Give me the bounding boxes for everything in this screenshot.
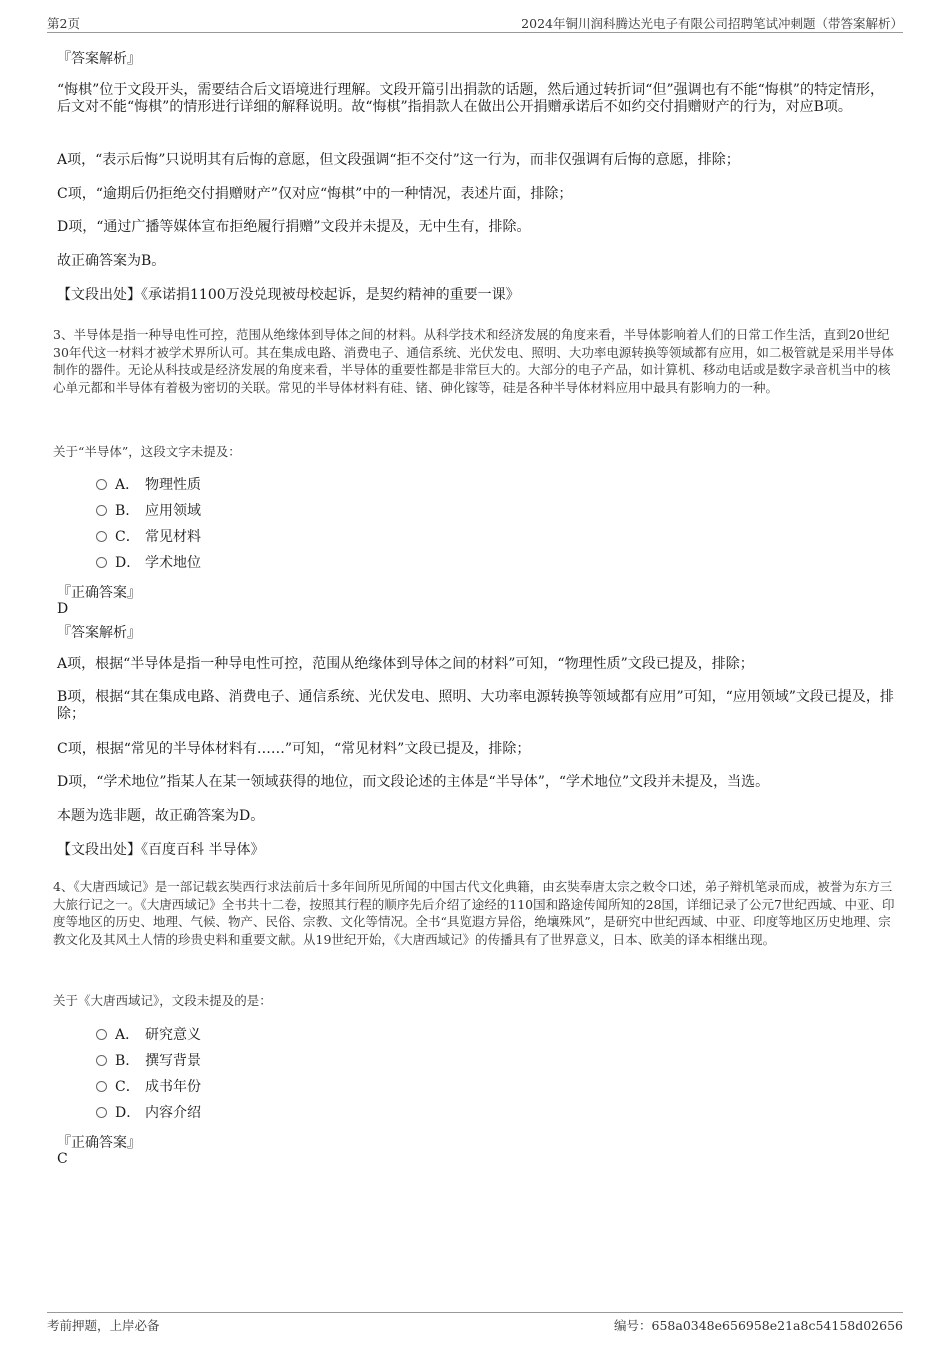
- option-b[interactable]: B. 撰写背景: [96, 1051, 201, 1071]
- option-a[interactable]: A． 物理性质: [96, 475, 201, 495]
- footer-slogan: 考前押题，上岸必备: [47, 1318, 160, 1333]
- option-d[interactable]: D． 学术地位: [96, 553, 201, 573]
- radio-button[interactable]: [96, 1055, 107, 1066]
- question-prompt: 关于《大唐西域记》，文段未提及的是：: [53, 993, 272, 1008]
- analysis-label: 『答案解析』: [57, 625, 141, 641]
- radio-button[interactable]: [96, 531, 107, 542]
- option-d[interactable]: D． 内容介绍: [96, 1103, 201, 1123]
- analysis-paragraph: A项，“表示后悔”只说明其有后悔的意愿，但文段强调“拒不交付”这一行为，而非仅强调有后悔的意愿，排除；: [57, 152, 740, 168]
- source-citation: 【文段出处】《百度百科 半导体》: [57, 842, 265, 858]
- radio-button[interactable]: [96, 479, 107, 490]
- analysis-conclusion: 本题为选非题，故正确答案为D。: [57, 808, 265, 824]
- analysis-paragraph: “悔棋”位于文段开头，需要结合后文语境进行理解。文段开篇引出捐款的话题，然后通过转折词“但”强调也有不能“悔棋”的特定情形，后文对不能“悔棋”的情形进行详细的解释说明。故“悔棋”指捐款人在做出公开捐赠承诺后不如约交付捐赠财产的行为，对应B项。: [57, 82, 884, 115]
- source-citation: 【文段出处】《承诺捐1100万没兑现被母校起诉，是契约精神的重要一课》: [57, 287, 520, 303]
- analysis-paragraph: A项，根据“半导体是指一种导电性可控，范围从绝缘体到导体之间的材料”可知，“物理性质”文段已提及，排除；: [57, 656, 754, 672]
- document-id: 编号：658a0348e656958e21a8c54158d02656: [614, 1318, 903, 1333]
- question-passage: 3、半导体是指一种导电性可控，范围从绝缘体到导体之间的材料。从科学技术和经济发展的角度来看，半导体影响着人们的日常工作生活，直到20世纪30年代这一材料才被学术界所认可。其在集成电路、消费电子、通信系统、光伏发电、照明、大功率电源转换等领域都有应用，如二极管就是采用半导体制作的器件。无论从科技或是经济发展的角度来看，半导体的重要性都是非常巨大的。大部分的电子产品，如计算机、移动电话或是数字录音机当中的核心单元都和半导体有着极为密切的关联。常见的半导体材料有硅、锗、砷化镓等，硅是各种半导体材料应用中最具有影响力的一种。: [53, 327, 894, 395]
- page-number: 第2页: [47, 16, 80, 31]
- radio-button[interactable]: [96, 505, 107, 516]
- option-c[interactable]: C． 常见材料: [96, 527, 201, 547]
- analysis-paragraph: C项，“逾期后仍拒绝交付捐赠财产”仅对应“悔棋”中的一种情况，表述片面，排除；: [57, 186, 573, 202]
- analysis-conclusion: 故正确答案为B。: [57, 253, 166, 269]
- analysis-paragraph: D项，“通过广播等媒体宣布拒绝履行捐赠”文段并未提及，无中生有，排除。: [57, 219, 531, 235]
- analysis-paragraph: C项，根据“常见的半导体材料有……”可知，“常见材料”文段已提及，排除；: [57, 741, 531, 757]
- radio-button[interactable]: [96, 1107, 107, 1118]
- correct-answer: D: [57, 601, 69, 617]
- radio-button[interactable]: [96, 1029, 107, 1040]
- page-header: [47, 14, 903, 33]
- page-footer: [47, 1312, 903, 1333]
- option-c[interactable]: C． 成书年份: [96, 1077, 201, 1097]
- analysis-label: 『答案解析』: [57, 51, 141, 67]
- correct-answer-label: 『正确答案』: [57, 585, 141, 601]
- option-b[interactable]: B. 应用领域: [96, 501, 201, 521]
- correct-answer-label: 『正确答案』: [57, 1135, 141, 1151]
- option-a[interactable]: A． 研究意义: [96, 1025, 201, 1045]
- radio-button[interactable]: [96, 557, 107, 568]
- question-prompt: 关于“半导体”，这段文字未提及：: [53, 444, 241, 459]
- document-title: 2024年铜川润科腾达光电子有限公司招聘笔试冲刺题（带答案解析）: [521, 16, 903, 31]
- analysis-paragraph: B项，根据“其在集成电路、消费电子、通信系统、光伏发电、照明、大功率电源转换等领域都有应用”可知，“应用领域”文段已提及，排除；: [57, 689, 894, 722]
- analysis-paragraph: D项，“学术地位”指某人在某一领域获得的地位，而文段论述的主体是“半导体”，“学术地位”文段并未提及，当选。: [57, 774, 770, 790]
- correct-answer: C: [57, 1151, 68, 1167]
- question-passage: 4、《大唐西域记》是一部记载玄奘西行求法前后十多年间所见所闻的中国古代文化典籍，由玄奘奉唐太宗之敕令口述，弟子辩机笔录而成，被誉为东方三大旅行记之一。《大唐西域记》全书共十二卷，按照其行程的顺序先后介绍了途经的110国和路途传闻所知的28国，详细记录了公元7世纪西域、中亚、印度等地区的历史、地理、气候、物产、民俗、宗教、文化等情况。全书“具览遐方异俗，绝壤殊风”，是研究中世纪西域、中亚、印度等地区历史地理、宗教文化及其风土人情的珍贵史料和重要文献。从19世纪开始，《大唐西域记》的传播具有了世界意义，日本、欧美的译本相继出现。: [53, 879, 895, 947]
- radio-button[interactable]: [96, 1081, 107, 1092]
